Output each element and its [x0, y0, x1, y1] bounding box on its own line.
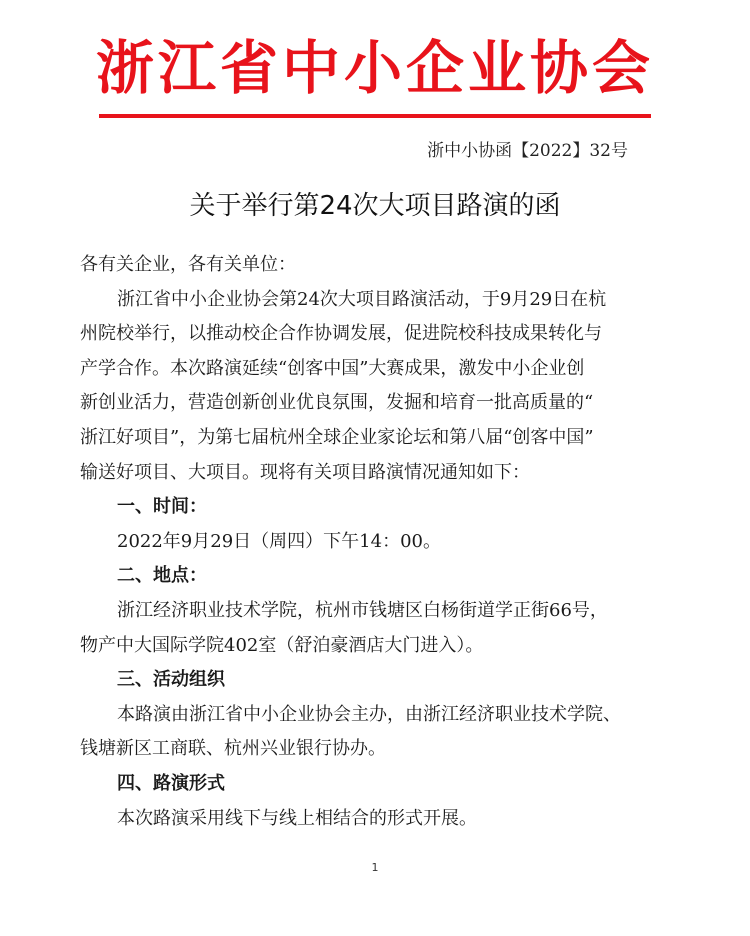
salutation: 各有关企业，各有关单位： [80, 254, 296, 275]
intro-line: 浙江省中小企业协会第24次大项目路演活动，于9月29日在杭 [117, 288, 607, 310]
intro-line: 输送好项目、大项目。现将有关项目路演情况通知如下： [80, 461, 530, 483]
page-number: 1 [371, 861, 379, 874]
intro-line: 产学合作。本次路演延续“创客中国”大赛成果，激发中小企业创 [80, 357, 585, 379]
organization-masthead: 浙江省中小企业协会 [95, 34, 654, 102]
section-organization-line: 钱塘新区工商联、杭州兴业银行协办。 [80, 738, 386, 760]
section-time-line: 2022年9月29日（周四）下午14：00。 [117, 530, 441, 552]
section-organization-line: 本路演由浙江省中小企业协会主办，由浙江经济职业技术学院、 [117, 703, 621, 725]
section-heading-organization: 三、活动组织 [117, 669, 225, 691]
intro-line: 州院校举行，以推动校企合作协调发展，促进院校科技成果转化与 [80, 323, 602, 345]
section-heading-location: 二、地点： [117, 565, 207, 587]
section-heading-format: 四、路演形式 [117, 772, 225, 794]
section-location-line: 物产中大国际学院402室（舒泊豪酒店大门进入）。 [80, 634, 484, 656]
red-divider-line [99, 114, 651, 118]
document-number: 浙中小协函【2022】32号 [427, 141, 628, 161]
section-heading-time: 一、时间： [117, 496, 207, 518]
document-title: 关于举行第24次大项目路演的函 [189, 191, 561, 221]
section-location-line: 浙江经济职业技术学院，杭州市钱塘区白杨街道学正街66号， [117, 599, 608, 621]
section-format-line: 本次路演采用线下与线上相结合的形式开展。 [117, 807, 477, 829]
intro-line: 新创业活力，营造创新创业优良氛围，发掘和培育一批高质量的“ [80, 392, 594, 414]
letter-body [80, 248, 674, 836]
intro-line: 浙江好项目”，为第七届杭州全球企业家论坛和第八届“创客中国” [80, 426, 594, 448]
